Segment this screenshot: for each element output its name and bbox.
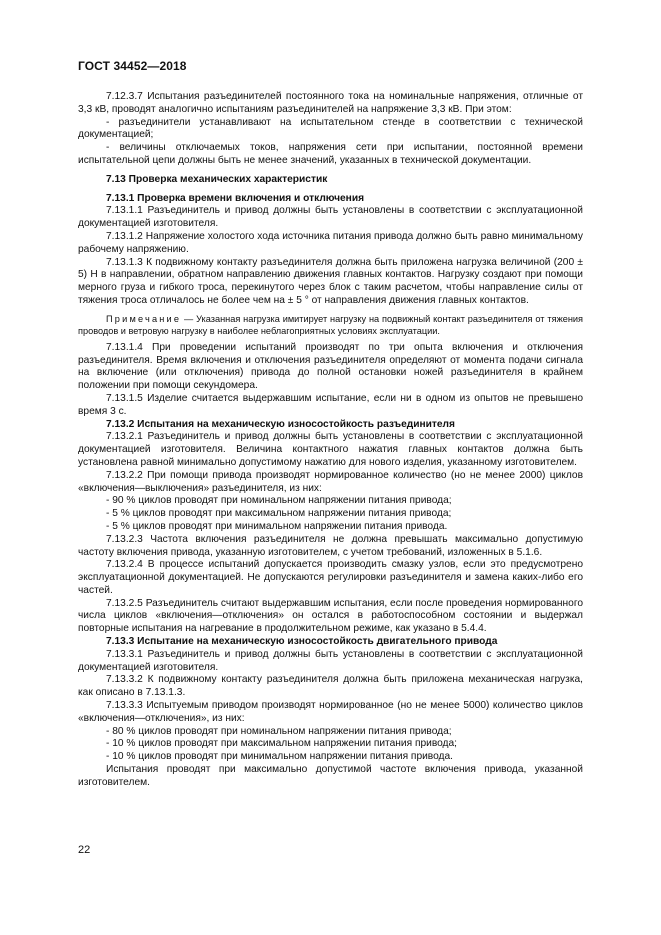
page-number: 22: [78, 844, 91, 856]
paragraph-7-13-2-4: 7.13.2.4 В процессе испытаний допускается производить смазку узлов, если это предусмотрено эксплуатационной документацией. Не допускаются регулировки разъединителя и замена каких-либо его частей.: [78, 559, 583, 596]
paragraph-7-13-3-1: 7.13.3.1 Разъединитель и привод должны быть установлены в соответствии с эксплуатационной документацией изготовителя.: [78, 648, 583, 673]
list-item: - 80 % циклов проводят при номинальном напряжении питания привода;: [106, 725, 452, 737]
paragraph-7-13-2-1: 7.13.2.1 Разъединитель и привод должны быть установлены в соответствии с эксплуатационной документацией изготовителя. Величина контактного нажатия главных контактов должна быть установлена равной минимально допустимому нажатию для нового изделия, указанному изготовителем.: [78, 431, 583, 468]
paragraph-7-13-1-3: 7.13.1.3 К подвижному контакту разъединителя должна быть приложена нагрузка величиной (200 ± 5) Н в направлении, обратном направлению движения главных контактов. Нагрузку создают при помощи мерного груза и гибкого троса, перекинутого через блок с таким расчетом, чтобы направление силы от тяжения троса отличалось не более чем на ± 5 ° от направления движения главных контактов.: [78, 256, 583, 306]
paragraph-7-12-3-7: 7.12.3.7 Испытания разъединителей постоянного тока на номинальные напряжения, отличные от 3,3 кВ, проводят аналогично испытаниям разъединителей на напряжение 3,3 кВ. При этом:: [78, 91, 583, 115]
paragraph-7-13-3-3: 7.13.3.3 Испытуемым приводом производят нормированное (но не менее 5000) количество циклов «включения—отключения», из них:: [78, 700, 583, 724]
paragraph-7-13-1-1: 7.13.1.1 Разъединитель и привод должны быть установлены в соответствии с эксплуатационной документацией изготовителя.: [78, 205, 583, 230]
list-item: - 10 % циклов проводят при максимальном напряжении питания привода;: [106, 738, 457, 750]
paragraph-7-13-1-4: 7.13.1.4 При проведении испытаний производят по три опыта включения и отключения разъединителя. Время включения и отключения разъединителя определяют от момента подачи сигнала на включение (или отключения) привода до полной остановки ножей разъединителя в крайнем положении при помощи секундомера.: [78, 341, 583, 392]
paragraph-7-13-2-3: 7.13.2.3 Частота включения разъединителя не должна превышать максимально допустимую частоту включения привода, указанную изготовителем, с учетом требований, изложенных в 5.1.6.: [78, 533, 583, 558]
document-body: [78, 91, 583, 790]
paragraph-7-13-3-2: 7.13.3.2 К подвижному контакту разъединителя должна быть приложена механическая нагрузка, как описано в 7.13.1.3.: [78, 674, 583, 699]
list-item: - 5 % циклов проводят при максимальном напряжении питания привода;: [106, 508, 452, 520]
paragraph-7-13-2-5: 7.13.2.5 Разъединитель считают выдержавшим испытания, если после проведения нормированного числа циклов «включения—отключения» он остался в работоспособном состоянии и выдержал повторные испытания на нагревание в продолжительном режиме, как указано в 5.4.4.: [78, 597, 583, 635]
paragraph-7-13-2-2: 7.13.2.2 При помощи привода производят нормированное количество (но не менее 2000) циклов «включения—выключения» разъединителя, из них:: [78, 469, 583, 494]
list-item: - 90 % циклов проводят при номинальном напряжении питания привода;: [106, 495, 452, 507]
note: [78, 313, 583, 337]
paragraph-7-13-1-5: 7.13.1.5 Изделие считается выдержавшим испытание, если ни в одном из опытов не превышено время 3 с.: [78, 392, 583, 417]
note-label: Примечание: [106, 313, 182, 324]
list-item: - величины отключаемых токов, напряжения сети при испытании, постоянной времени испытательной цепи должны быть не менее значений, указанных в технической документации.: [78, 142, 583, 166]
subsection-heading-7-13-2: 7.13.2 Испытания на механическую износостойкость разъединителя: [106, 418, 455, 430]
note-text: — Указанная нагрузка имитирует нагрузку на подвижный контакт разъединителя от тяжения проводов и ветровую нагрузку в наиболее неблагоприятных условиях эксплуатации.: [78, 313, 583, 336]
subsection-heading-7-13-3: 7.13.3 Испытание на механическую износостойкость двигательного привода: [106, 636, 498, 648]
subsection-heading-7-13-1: 7.13.1 Проверка времени включения и отключения: [106, 192, 365, 204]
document-header: ГОСТ 34452—2018: [78, 59, 187, 73]
paragraph-final: Испытания проводят при максимально допустимой частоте включения привода, указанной изготовителем.: [78, 764, 583, 788]
list-item: - разъединители устанавливают на испытательном стенде в соответствии с технической документацией;: [78, 116, 583, 141]
paragraph-7-13-1-2: 7.13.1.2 Напряжение холостого хода источника питания привода должно быть равно минимальному рабочему напряжению.: [78, 230, 583, 255]
list-item: - 5 % циклов проводят при минимальном напряжении питания привода.: [106, 520, 448, 532]
list-item: - 10 % циклов проводят при минимальном напряжении питания привода.: [106, 751, 453, 763]
section-heading-7-13: 7.13 Проверка механических характеристик: [106, 173, 328, 185]
